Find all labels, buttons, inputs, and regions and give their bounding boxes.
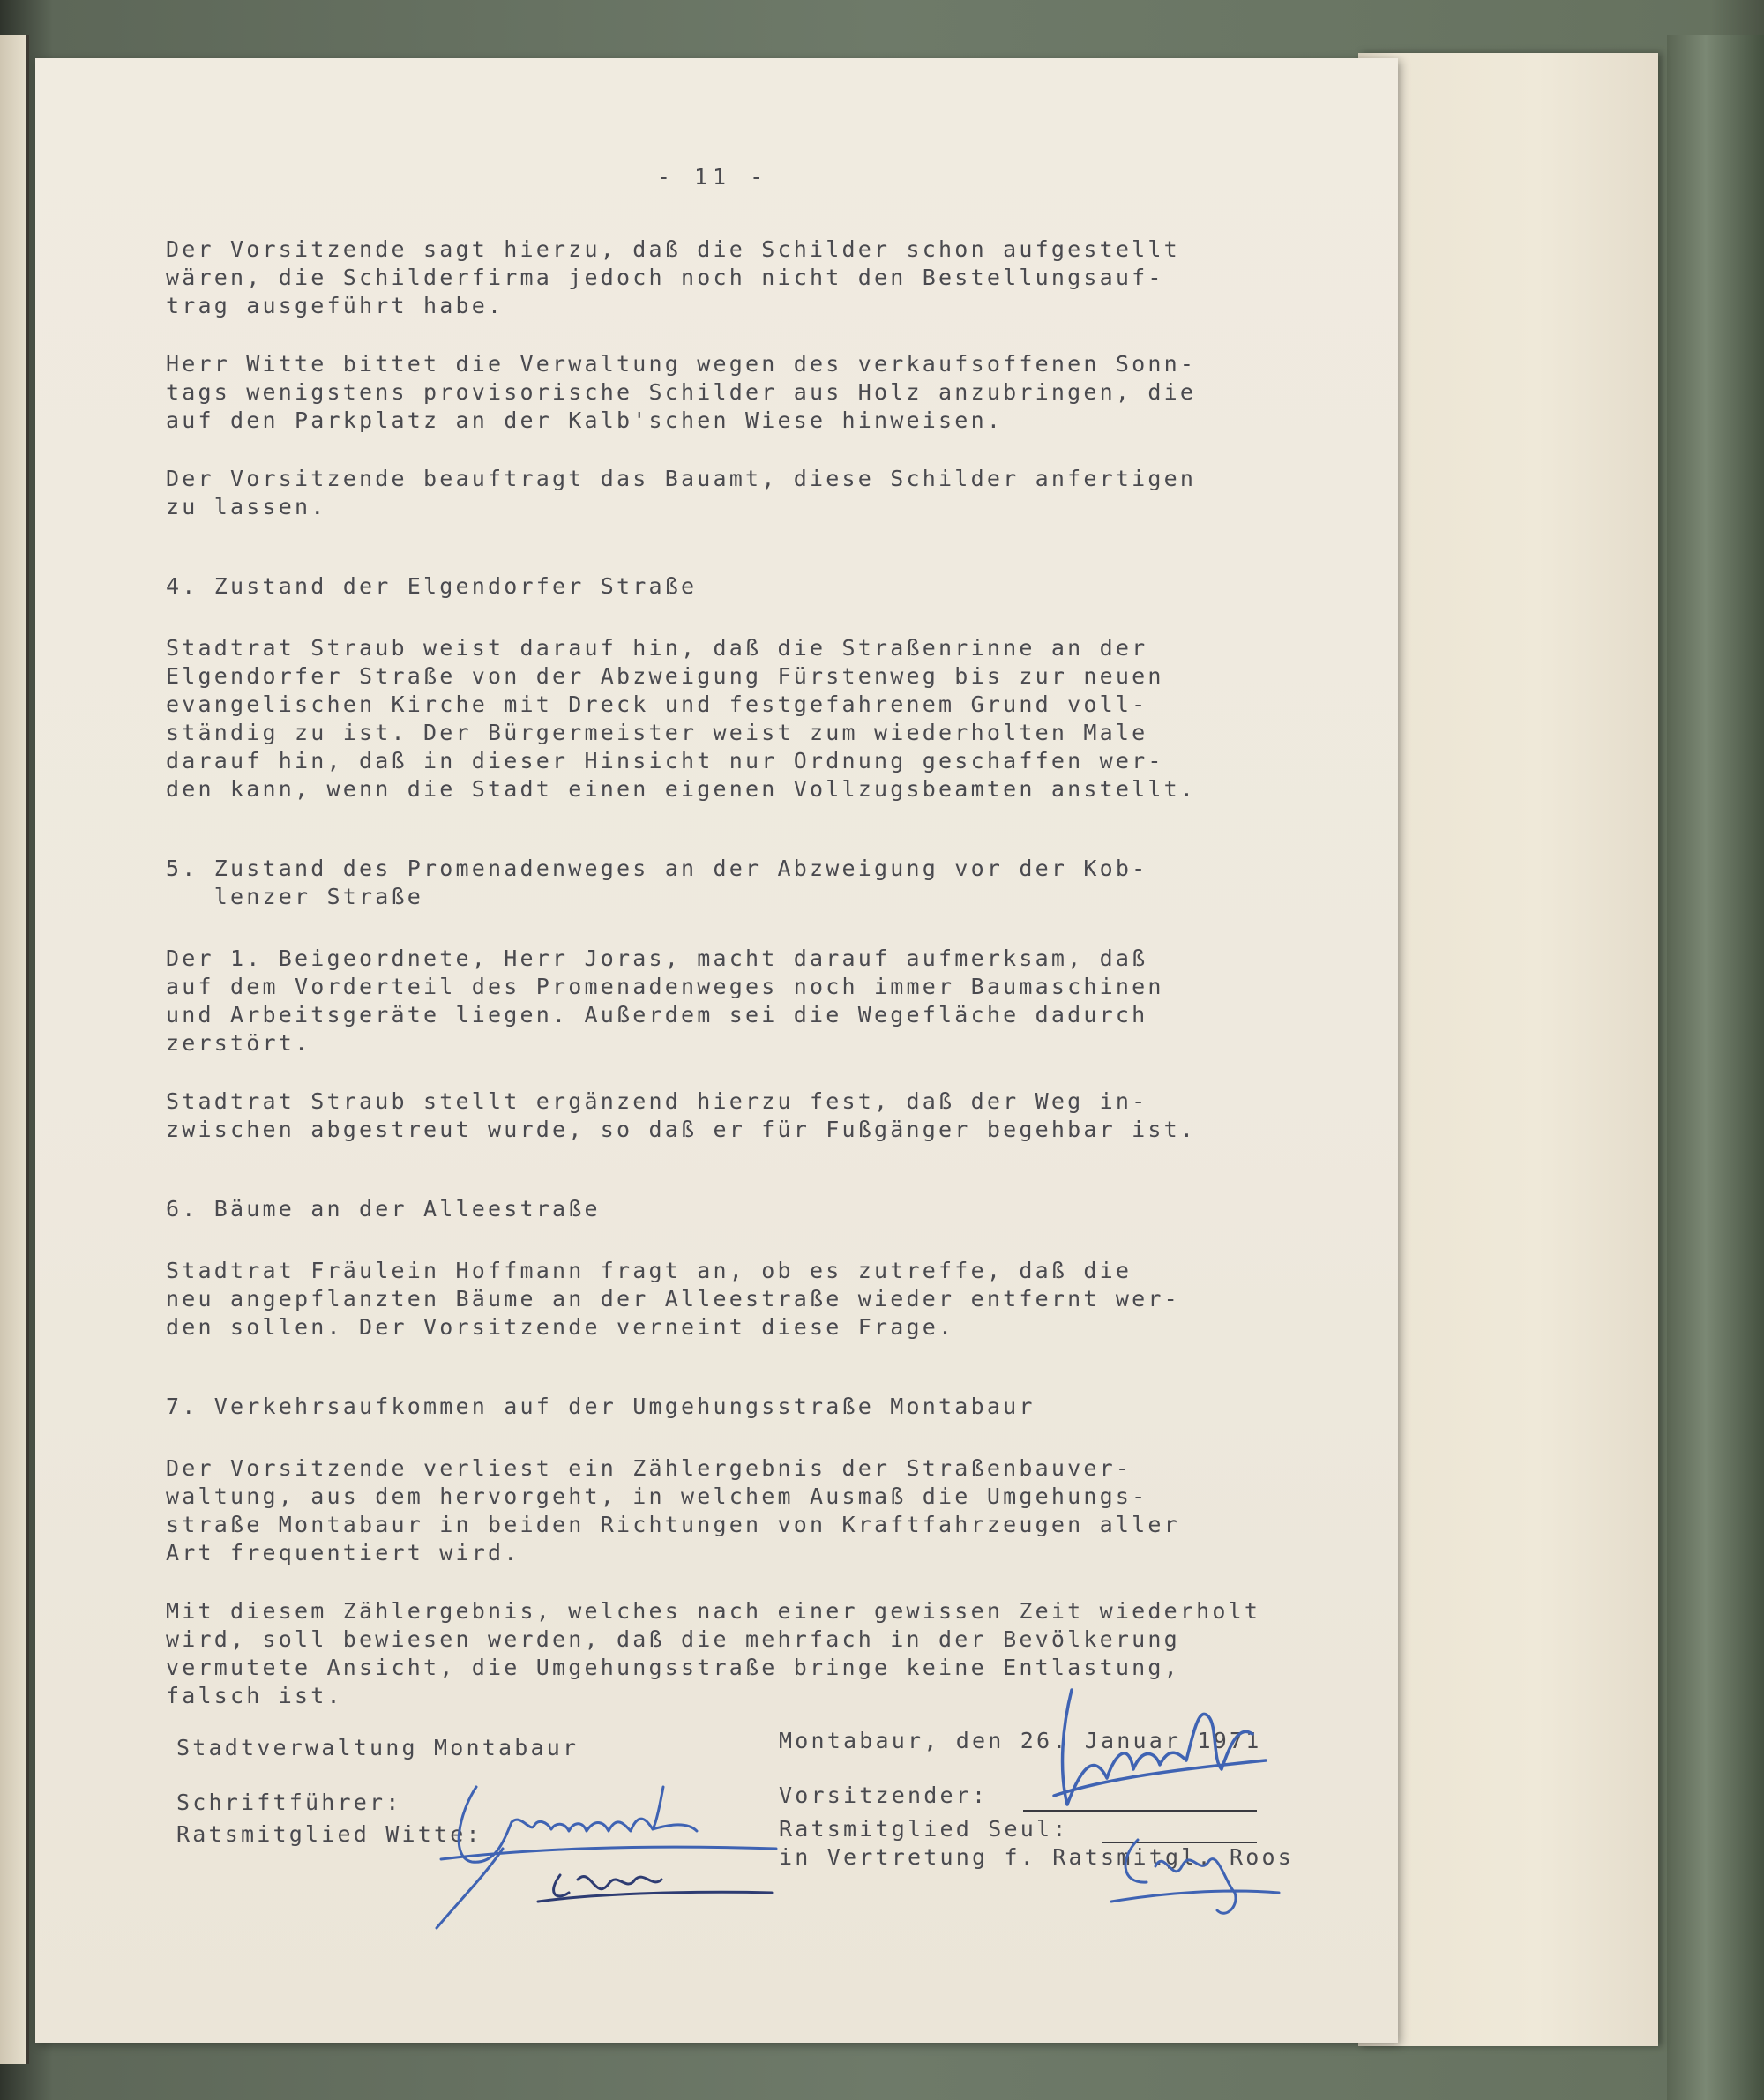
vorsitzender-signature-line xyxy=(1023,1810,1257,1812)
paragraph: Herr Witte bittet die Verwaltung wegen des verkaufsoffenen Sonn- tags wenigstens provisorische Schilder aus Holz anzubringen, die auf den Parkplatz an der Kalb'schen Wiese hinweisen. xyxy=(166,351,1197,433)
page-number: - 11 - xyxy=(656,164,769,190)
section-heading-6: 6. Bäume an der Alleestraße xyxy=(166,1196,601,1222)
paragraph: Stadtrat Fräulein Hoffmann fragt an, ob es zutreffe, daß die neu angepflanzten Bäume an der Alleestraße wieder entfernt wer- den sollen. Der Vorsitzende verneint diese Frage. xyxy=(166,1258,1180,1340)
paragraph: Stadtrat Straub weist darauf hin, daß die Straßenrinne an der Elgendorfer Straße von der Abzweigung Fürstenweg bis zur neuen evangelischen Kirche mit Dreck und festgefahrenem Grund voll- ständig zu ist. Der Bürgermeister weist zum wiederholten Male darauf hin, daß in dieser Hinsicht nur Ordnung geschaffen wer- den kann, wenn die Stadt einen eigenen Vollzugsbeamten anstellt. xyxy=(166,635,1197,802)
section-heading-7: 7. Verkehrsaufkommen auf der Umgehungsstraße Montabaur xyxy=(166,1394,1035,1419)
ratsmitglied-seul-label: Ratsmitglied Seul: xyxy=(779,1816,1069,1842)
binder-spine-right xyxy=(1667,35,1764,2100)
left-page-edge xyxy=(0,35,29,2064)
schriftfuehrer-signature xyxy=(423,1760,794,1937)
page-content xyxy=(166,164,1383,1740)
organization-name: Stadtverwaltung Montabaur xyxy=(176,1735,579,1760)
ratsmitglied-witte-label: Ratsmitglied Witte: xyxy=(176,1821,482,1847)
place-date: Montabaur, den 26. Januar 1971 xyxy=(779,1728,1262,1753)
document-page xyxy=(35,58,1398,2043)
section-heading-5: 5. Zustand des Promenadenweges an der Abzweigung vor der Kob- lenzer Straße xyxy=(166,856,1148,909)
vertretung-note: in Vertretung f. Ratsmitgl. Roos xyxy=(779,1844,1295,1870)
seul-signature xyxy=(1094,1813,1297,1937)
paragraph: Der Vorsitzende verliest ein Zählergebnis der Straßenbauver- waltung, aus dem hervorgeht, in welchem Ausmaß die Umgehungs- straße Montabaur in beiden Richtungen von Kraftfahrzeugen aller Art frequentiert wird. xyxy=(166,1455,1180,1566)
paragraph: Mit diesem Zählergebnis, welches nach einer gewissen Zeit wiederholt wird, soll bewiesen werden, daß die mehrfach in der Bevölkerung vermutete Ansicht, die Umgehungsstraße bringe keine Entlastung, falsch ist. xyxy=(166,1598,1261,1708)
paragraph: Der Vorsitzende sagt hierzu, daß die Schilder schon aufgestellt wären, die Schilderfirma jedoch noch nicht den Bestellungsauf- trag ausgeführt habe. xyxy=(166,236,1180,318)
back-sheet xyxy=(1358,53,1658,2046)
section-heading-4: 4. Zustand der Elgendorfer Straße xyxy=(166,573,698,599)
paragraph: Der 1. Beigeordnete, Herr Joras, macht darauf aufmerksam, daß auf dem Vorderteil des Promenadenweges noch immer Baumaschinen und Arbeitsgeräte liegen. Außerdem sei die Wegefläche dadurch zerstört. xyxy=(166,945,1164,1056)
vorsitzender-label: Vorsitzender: xyxy=(779,1782,989,1808)
paragraph: Stadtrat Straub stellt ergänzend hierzu fest, daß der Weg in- zwischen abgestreut wurde, so daß er für Fußgänger begehbar ist. xyxy=(166,1088,1197,1142)
paragraph: Der Vorsitzende beauftragt das Bauamt, diese Schilder anfertigen zu lassen. xyxy=(166,466,1197,519)
schriftfuehrer-label: Schriftführer: xyxy=(176,1790,402,1815)
